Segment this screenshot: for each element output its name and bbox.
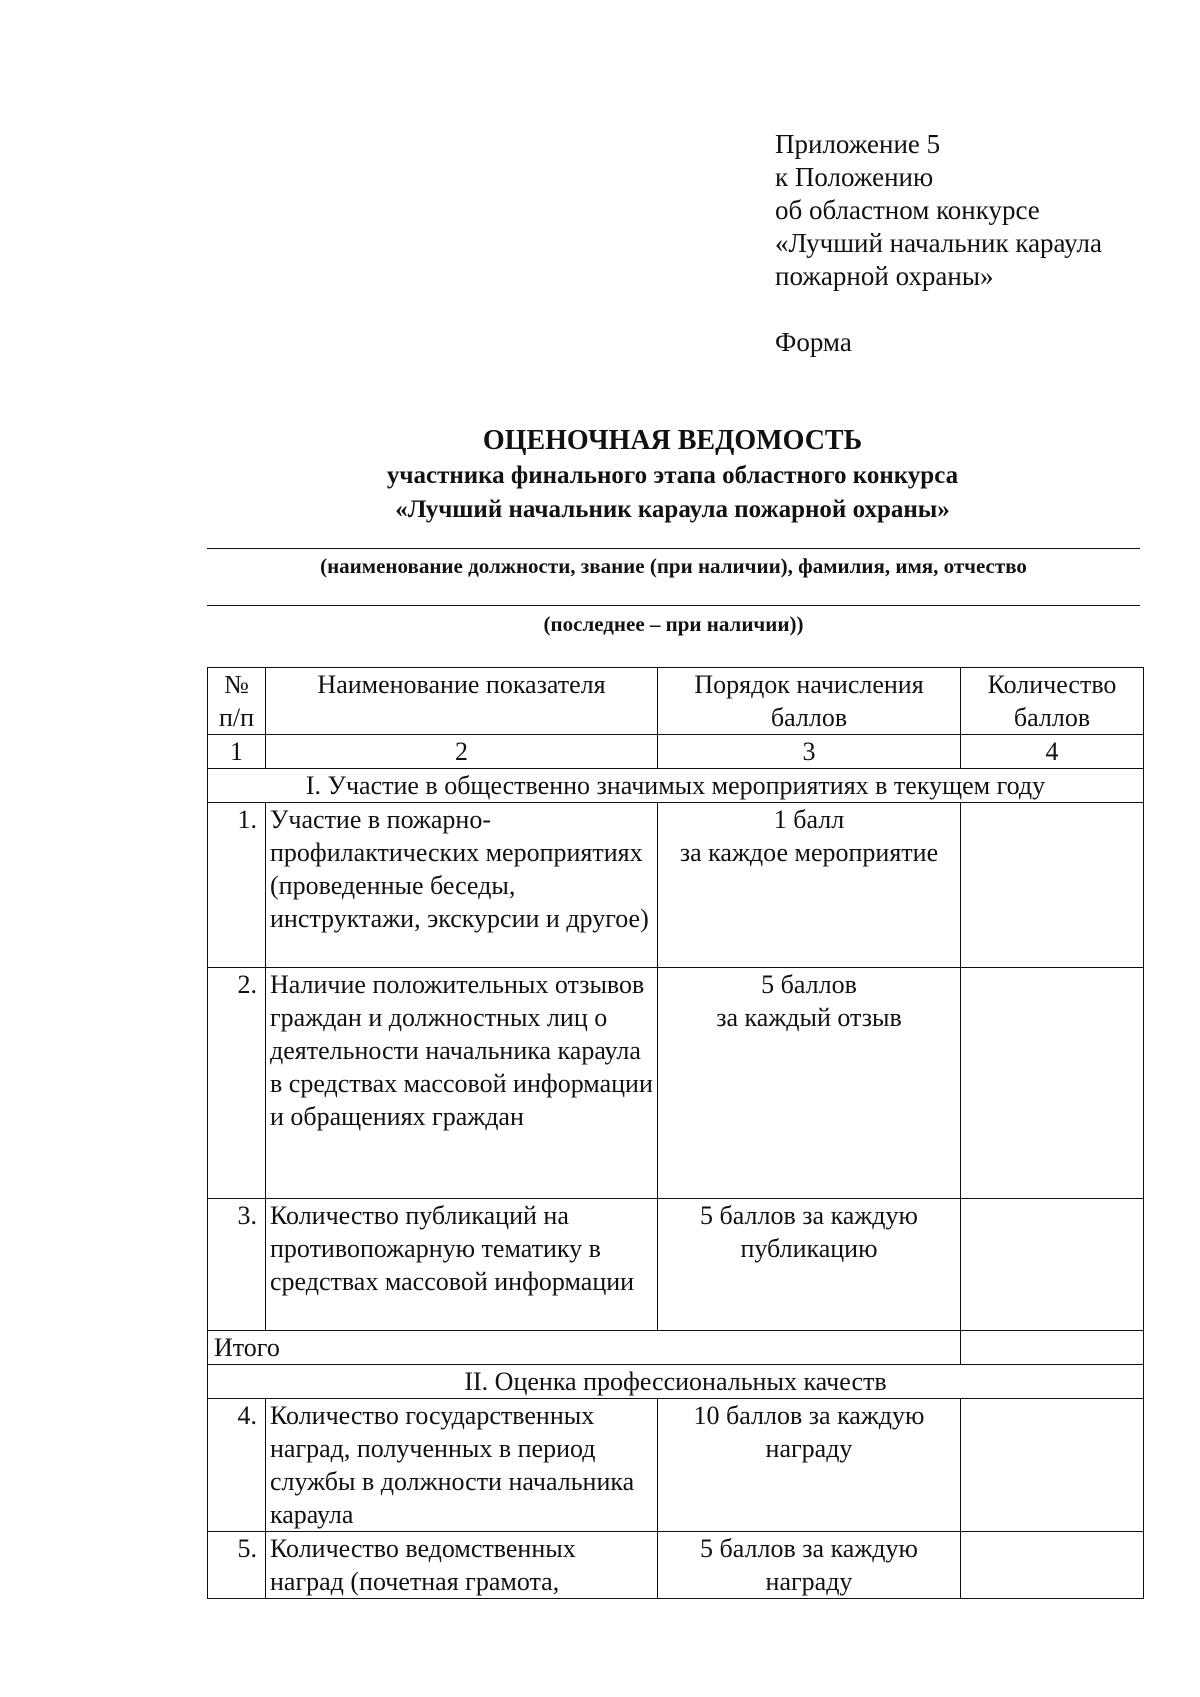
scoring-rule-line: 10 баллов за каждую	[693, 1401, 925, 1430]
evaluation-table	[207, 667, 1144, 1599]
row-number: 1.	[208, 803, 266, 968]
title-line-3: «Лучший начальник караула пожарной охраны»	[395, 496, 950, 523]
scoring-rule	[658, 1199, 961, 1331]
participant-caption-2: (последнее – при наличии))	[543, 612, 804, 636]
scoring-rule-line: публикацию	[740, 1234, 878, 1263]
title-main: ОЦЕНОЧНАЯ ВЕДОМОСТЬ	[482, 425, 863, 456]
points-cell[interactable]	[961, 803, 1144, 968]
column-number: 1	[208, 735, 266, 769]
section-row	[208, 769, 1144, 803]
header-num: № п/п	[208, 668, 266, 735]
participant-fill-line-1	[207, 548, 1140, 549]
appendix-block	[775, 128, 1102, 293]
participant-fill-line-2	[207, 605, 1140, 606]
points-cell[interactable]	[961, 1532, 1144, 1599]
header-points: Количество баллов	[961, 668, 1144, 735]
appendix-line: Приложение 5	[775, 129, 941, 159]
appendix-line: к Положению	[775, 162, 934, 192]
points-cell[interactable]	[961, 1399, 1144, 1532]
row-number: 3.	[208, 1199, 266, 1331]
header-order: Порядок начисления баллов	[658, 668, 961, 735]
column-number: 2	[266, 735, 658, 769]
table-row	[208, 1199, 1144, 1331]
scoring-rule	[658, 1399, 961, 1532]
scoring-rule-line: 5 баллов за каждую	[700, 1534, 918, 1563]
table-header-row	[208, 668, 1144, 735]
document-title	[205, 423, 1140, 527]
total-points-cell[interactable]	[961, 1331, 1144, 1365]
indicator-name: Количество государственных наград, полученных в период службы в должности начальника караула	[266, 1399, 658, 1532]
indicator-name: Количество публикаций на противопожарную тематику в средствах массовой информации	[266, 1199, 658, 1331]
section-heading-2: II. Оценка профессиональных качеств	[208, 1365, 1144, 1399]
title-line-2: участника финального этапа областного конкурса	[386, 462, 959, 489]
row-number: 2.	[208, 968, 266, 1199]
header-name: Наименование показателя	[266, 668, 658, 735]
table-row	[208, 1399, 1144, 1532]
column-number: 3	[658, 735, 961, 769]
total-row	[208, 1331, 1144, 1365]
row-number: 5.	[208, 1532, 266, 1599]
column-number-row	[208, 735, 1144, 769]
column-number: 4	[961, 735, 1144, 769]
appendix-line: пожарной охраны»	[775, 261, 994, 291]
scoring-rule-line: награду	[765, 1434, 853, 1463]
scoring-rule-line: 1 балл	[773, 805, 845, 834]
scoring-rule	[658, 968, 961, 1199]
appendix-line: «Лучший начальник караула	[775, 228, 1102, 258]
indicator-name: Количество ведомственных наград (почетная грамота,	[266, 1532, 658, 1599]
participant-caption-1: (наименование должности, звание (при наличии), фамилия, имя, отчество	[320, 554, 1027, 578]
appendix-line: об областном конкурсе	[775, 195, 1040, 225]
points-cell[interactable]	[961, 1199, 1144, 1331]
scoring-rule-line: за каждый отзыв	[716, 1003, 902, 1032]
points-cell[interactable]	[961, 968, 1144, 1199]
scoring-rule-line: 5 баллов за каждую	[700, 1201, 918, 1230]
scoring-rule	[658, 803, 961, 968]
scoring-rule-line: 5 баллов	[761, 970, 857, 999]
table-row	[208, 803, 1144, 968]
indicator-name: Участие в пожарно-профилактических мероприятиях (проведенные беседы, инструктажи, экскурсии и другое)	[266, 803, 658, 968]
scoring-rule	[658, 1532, 961, 1599]
total-label: Итого	[208, 1331, 961, 1365]
scoring-rule-line: награду	[765, 1567, 853, 1596]
scoring-rule-line: за каждое мероприятие	[679, 838, 939, 867]
indicator-name: Наличие положительных отзывов граждан и должностных лиц о деятельности начальника караула в средствах массовой информации и обращениях граждан	[266, 968, 658, 1199]
table-row	[208, 1532, 1144, 1599]
row-number: 4.	[208, 1399, 266, 1532]
table-row	[208, 968, 1144, 1199]
section-heading-1: I. Участие в общественно значимых мероприятиях в текущем году	[208, 769, 1144, 803]
section-row	[208, 1365, 1144, 1399]
form-label: Форма	[775, 327, 852, 357]
